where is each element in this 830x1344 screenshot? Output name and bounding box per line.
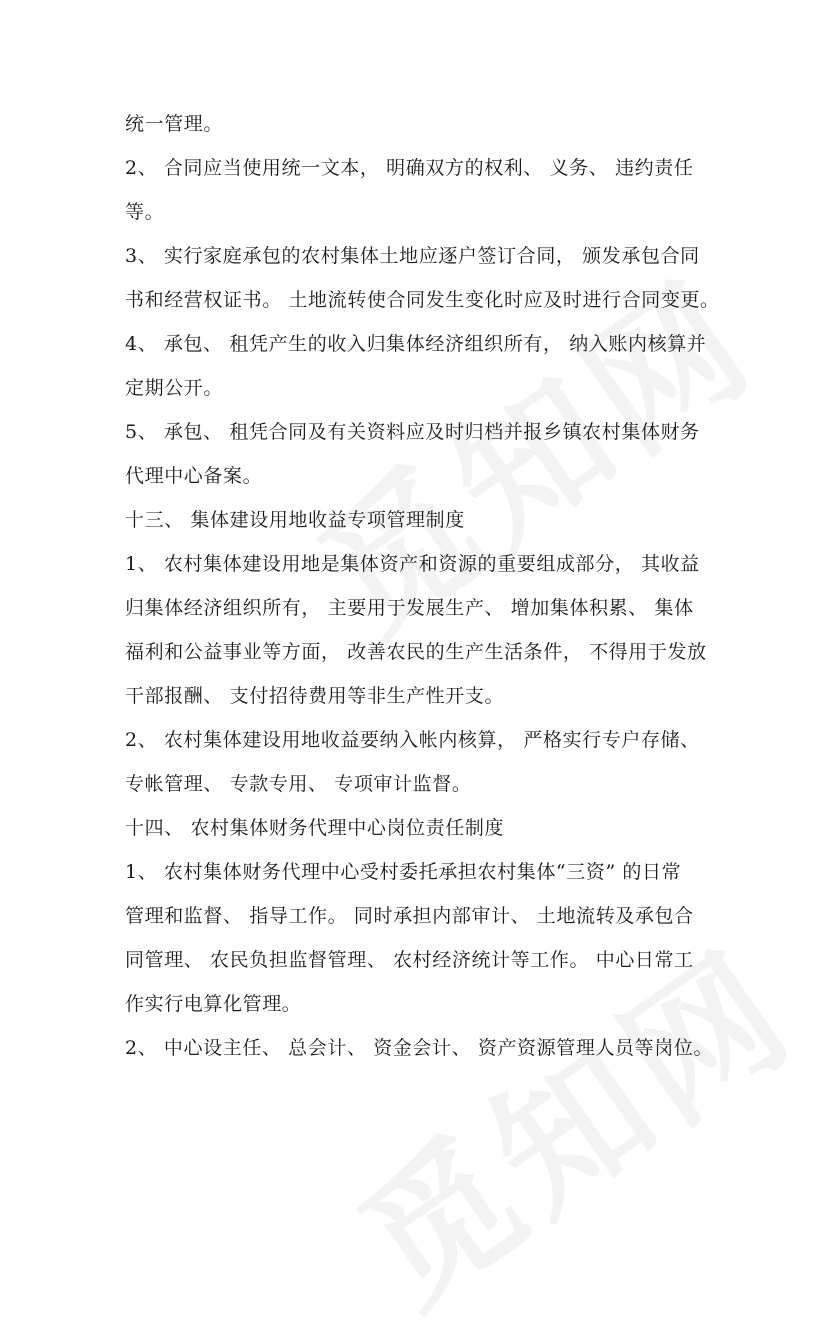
text-line: 2、 合同应当使用统一文本， 明确双方的权利、 义务、 违约责任 [125, 157, 694, 179]
text-line: 2、 中心设主任、 总会计、 资金会计、 资产资源管理人员等岗位。 [125, 1037, 714, 1059]
text-line: 3、 实行家庭承包的农村集体土地应逐户签订合同， 颁发承包合同 [125, 245, 700, 267]
text-line: 2、 农村集体建设用地收益要纳入帐内核算， 严格实行专户存储、 [125, 729, 700, 751]
text-line: 干部报酬、 支付招待费用等非生产性开支。 [125, 685, 505, 707]
text-line: 代理中心备案。 [125, 465, 263, 487]
text-line: 同管理、 农民负担监督管理、 农村经济统计等工作。 中心日常工 [125, 949, 694, 971]
text-line: 书和经营权证书。 土地流转使合同发生变化时应及时进行合同变更。 [125, 289, 720, 311]
text-line: 5、 承包、 租凭合同及有关资料应及时归档并报乡镇农村集体财务 [125, 421, 700, 443]
text-line: 统一管理。 [125, 113, 224, 135]
section-heading: 十三、 集体建设用地收益专项管理制度 [125, 509, 465, 531]
text-line: 归集体经济组织所有， 主要用于发展生产、 增加集体积累、 集体 [125, 597, 694, 619]
document-body [125, 102, 725, 1070]
text-line: 福利和公益事业等方面， 改善农民的生产生活条件， 不得用于发放 [125, 641, 707, 663]
text-line: 专帐管理、 专款专用、 专项审计监督。 [125, 773, 472, 795]
text-line: 4、 承包、 租凭产生的收入归集体经济组织所有， 纳入账内核算并 [125, 333, 707, 355]
text-line: 1、 农村集体财务代理中心受村委托承担农村集体“三资” 的日常 [125, 861, 682, 883]
section-heading: 十四、 农村集体财务代理中心岗位责任制度 [125, 817, 505, 839]
text-line: 等。 [125, 201, 165, 223]
text-line: 作实行电算化管理。 [125, 993, 302, 1015]
text-line: 1、 农村集体建设用地是集体资产和资源的重要组成部分， 其收益 [125, 553, 700, 575]
text-line: 定期公开。 [125, 377, 224, 399]
text-line: 管理和监督、 指导工作。 同时承担内部审计、 土地流转及承包合 [125, 905, 694, 927]
